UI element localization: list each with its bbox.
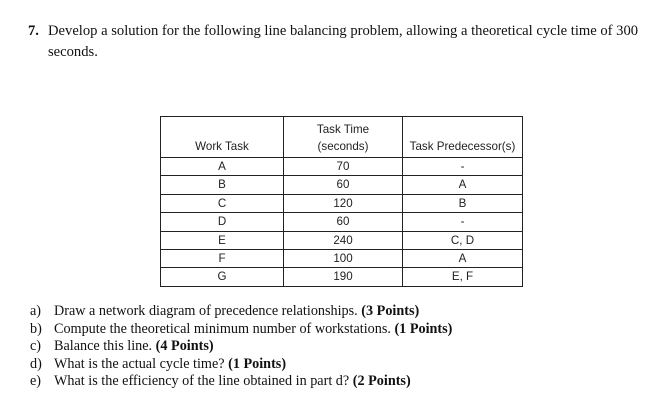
list-item: [30, 303, 452, 321]
question-text-line1: Develop a solution for the following line balancing problem, allowing a theoretical cycle time of 300: [48, 23, 639, 39]
table-row: [161, 231, 523, 249]
table-row: [161, 268, 523, 286]
list-item: [30, 321, 452, 339]
table-header-row: [161, 117, 523, 158]
list-item: [30, 356, 452, 374]
cell-task: F: [161, 250, 284, 268]
header-task-time: [284, 117, 403, 158]
cell-task: D: [161, 213, 284, 231]
cell-time: 240: [284, 231, 403, 249]
cell-time: 70: [284, 158, 403, 176]
part-letter: c): [30, 338, 42, 355]
cell-task: C: [161, 194, 284, 212]
part-letter: b): [30, 320, 42, 337]
part-text: What is the efficiency of the line obtained in part d?: [54, 373, 353, 390]
part-text: Compute the theoretical minimum number of workstations.: [54, 320, 395, 337]
cell-predecessor: C, D: [403, 231, 523, 249]
part-letter: d): [30, 355, 42, 372]
table-row: [161, 158, 523, 176]
part-letter: e): [30, 373, 42, 390]
part-letter: a): [30, 303, 42, 319]
table-row: [161, 194, 523, 212]
task-table: [160, 116, 523, 287]
cell-task: B: [161, 176, 284, 194]
table-row: [161, 176, 523, 194]
part-points: (3 Points): [361, 303, 420, 319]
question-number: 7.: [28, 23, 39, 39]
table-row: [161, 250, 523, 268]
cell-task: A: [161, 158, 284, 176]
header-work-task: Work Task: [161, 117, 284, 158]
part-text: What is the actual cycle time?: [54, 355, 229, 372]
cell-time: 60: [284, 176, 403, 194]
cell-predecessor: -: [403, 158, 523, 176]
cell-time: 190: [284, 268, 403, 286]
header-task-time-line1: Task Time: [316, 123, 370, 136]
table-row: [161, 213, 523, 231]
header-predecessor: Task Predecessor(s): [403, 117, 523, 158]
part-points: (2 Points): [352, 373, 411, 390]
cell-predecessor: B: [403, 194, 523, 212]
cell-time: 120: [284, 194, 403, 212]
list-item: [30, 338, 452, 356]
cell-time: 60: [284, 213, 403, 231]
question-parts-list: [30, 303, 452, 391]
part-points: (1 Points): [394, 320, 453, 337]
part-points: (4 Points): [155, 338, 214, 355]
part-points: (1 Points): [228, 355, 287, 372]
question-text-line2: seconds.: [48, 44, 98, 60]
part-text: Draw a network diagram of precedence relationships.: [54, 303, 362, 319]
list-item: [30, 373, 452, 391]
cell-predecessor: -: [403, 213, 523, 231]
cell-predecessor: E, F: [403, 268, 523, 286]
cell-predecessor: A: [403, 250, 523, 268]
cell-time: 100: [284, 250, 403, 268]
cell-task: G: [161, 268, 284, 286]
header-task-time-line2: (seconds): [317, 140, 369, 153]
cell-predecessor: A: [403, 176, 523, 194]
cell-task: E: [161, 231, 284, 249]
part-text: Balance this line.: [54, 338, 156, 355]
